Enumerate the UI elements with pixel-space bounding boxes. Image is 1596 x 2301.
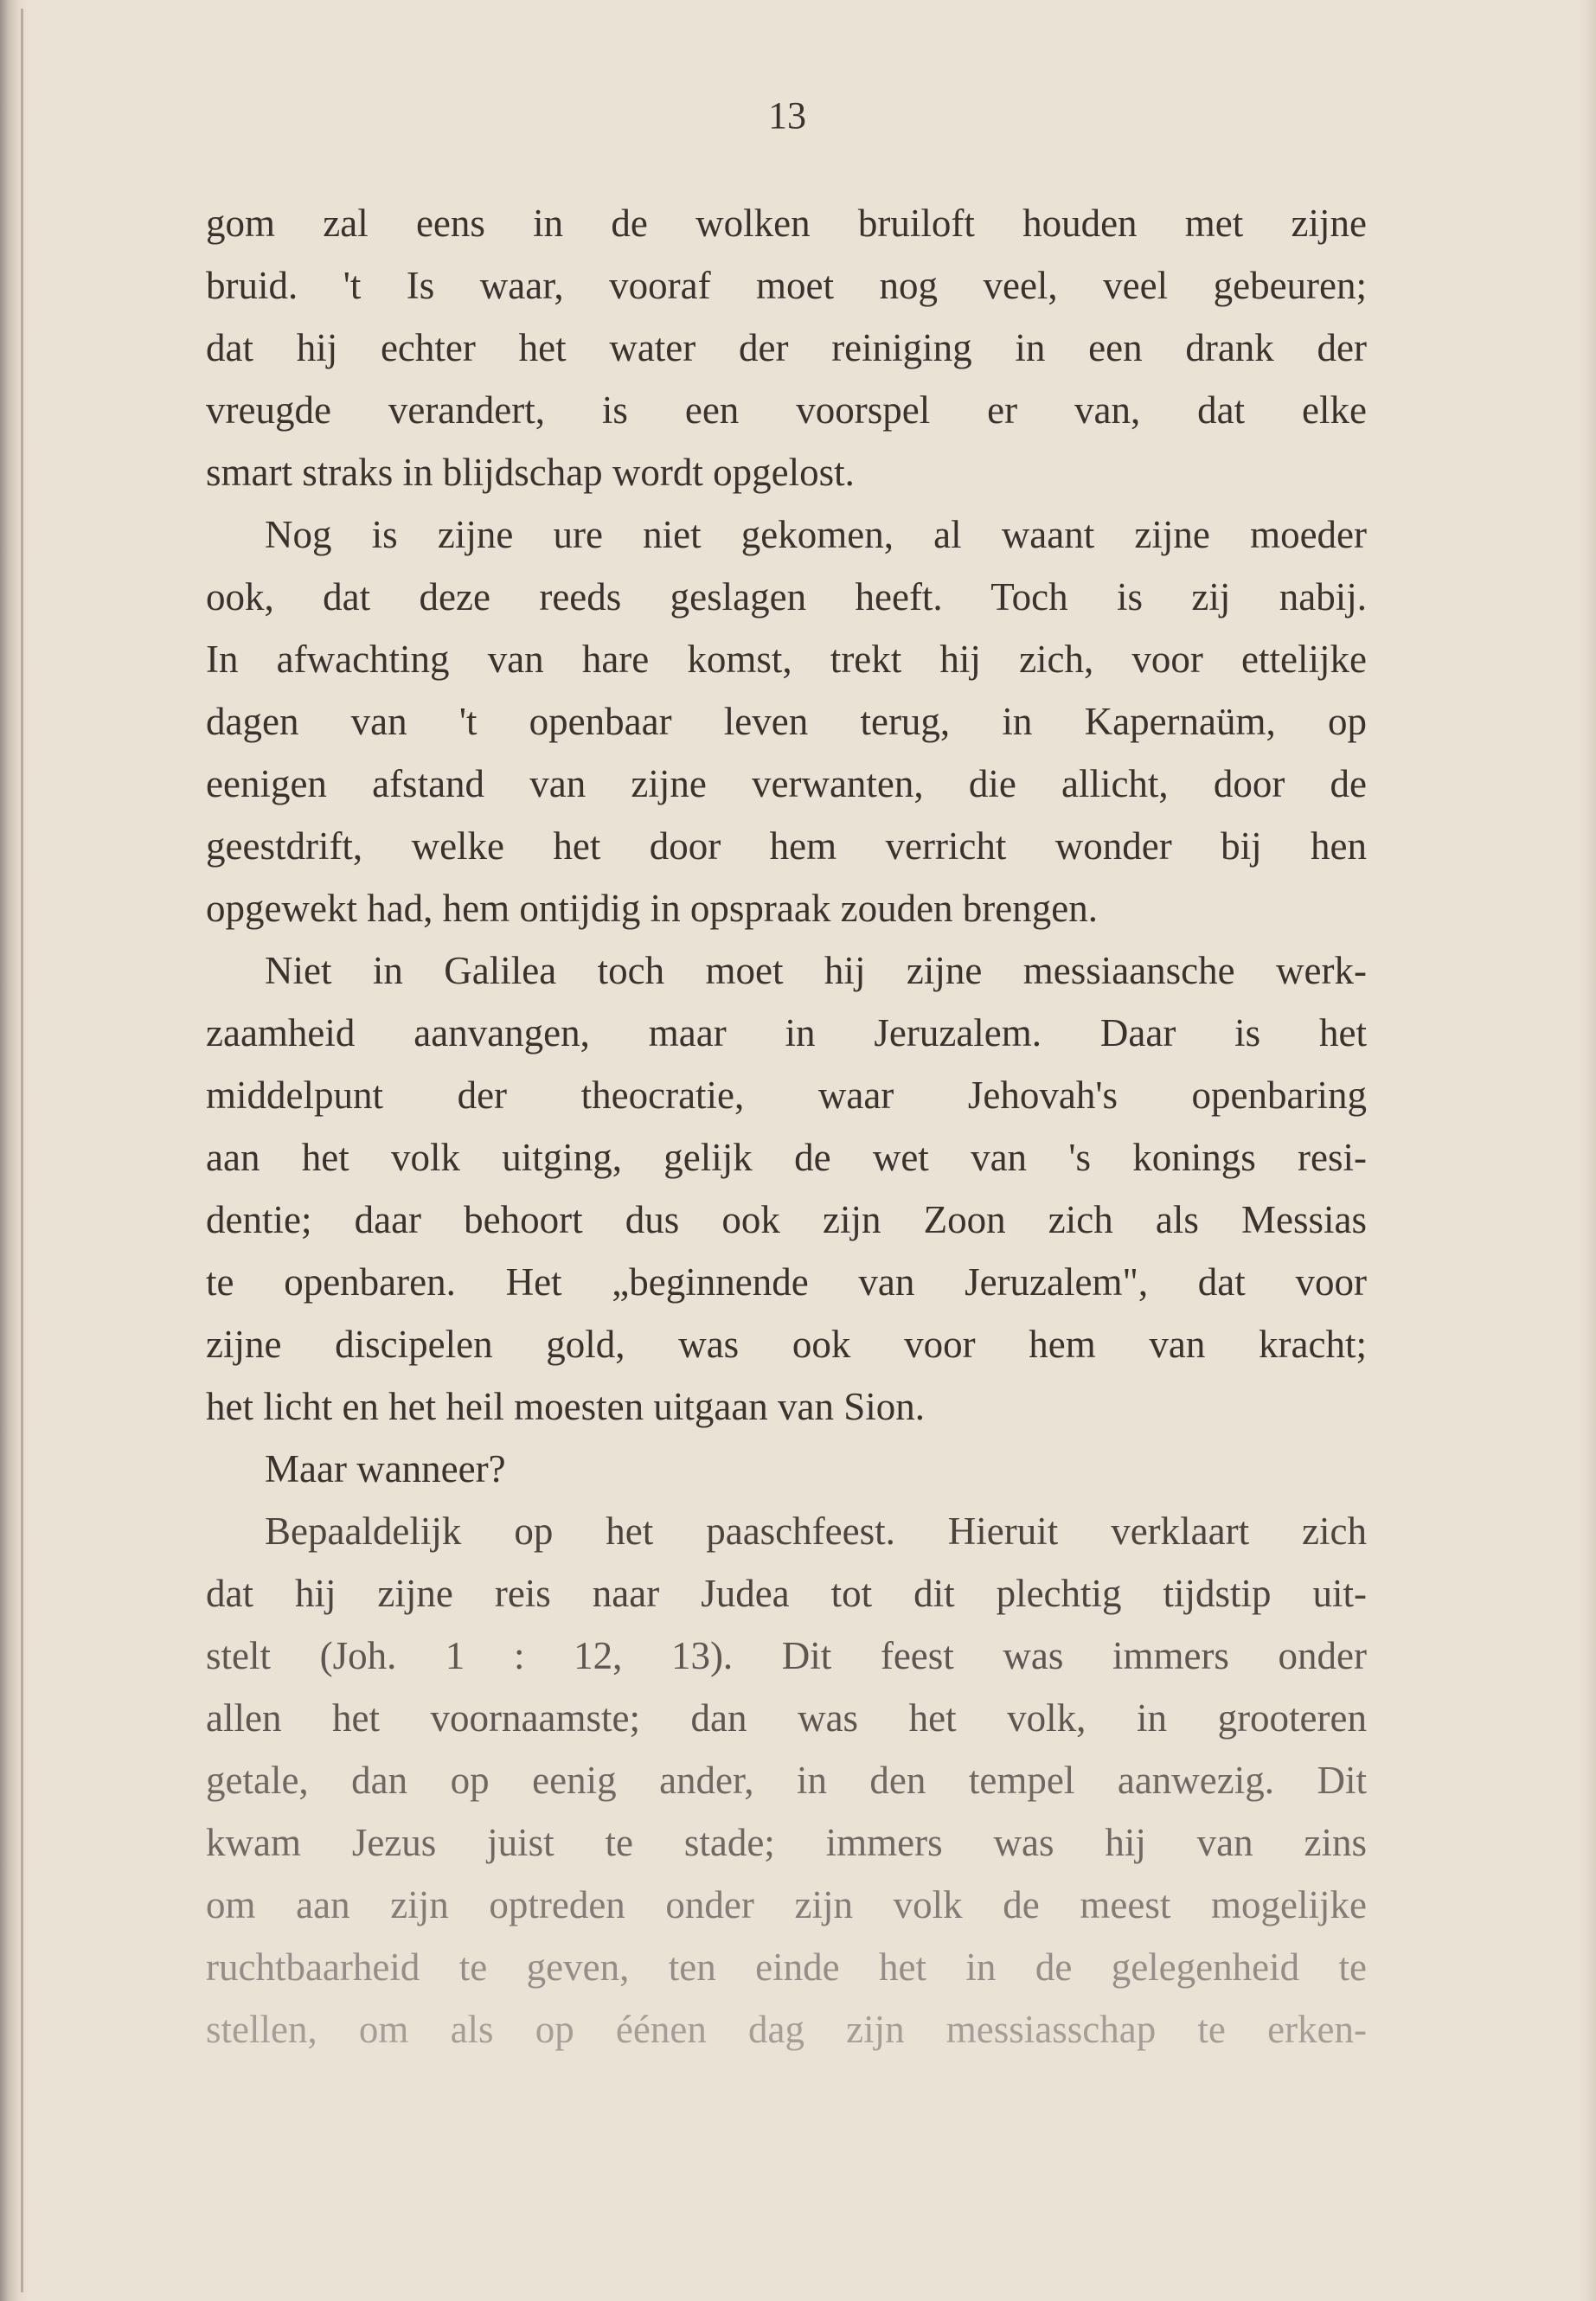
text-line: het licht en het heil moesten uitgaan van Sion.	[206, 1385, 926, 1428]
text-line: ook, dat deze reeds geslagen heeft. Toch is zij nabij.	[206, 575, 1367, 619]
text-line: vreugde verandert, is een voorspel er van, dat elke	[206, 388, 1367, 432]
text-line: dat hij echter het water der reiniging in een drank der	[206, 326, 1367, 369]
body-text	[206, 192, 1367, 2061]
text-line: zijne discipelen gold, was ook voor hem van kracht;	[206, 1323, 1367, 1366]
text-line: geestdrift, welke het door hem verricht wonder bij hen	[206, 824, 1367, 868]
text-line: Niet in Galilea toch moet hij zijne messiaansche werk-	[265, 949, 1367, 992]
text-line: opgewekt had, hem ontijdig in opspraak zouden brengen.	[206, 887, 1098, 930]
text-line: eenigen afstand van zijne verwanten, die allicht, door de	[206, 762, 1367, 805]
text-line: ruchtbaarheid te geven, ten einde het in de gelegenheid te	[206, 1945, 1367, 1989]
text-line: middelpunt der theocratie, waar Jehovah's openbaring	[206, 1074, 1367, 1117]
text-line: smart straks in blijdschap wordt opgelost.	[206, 451, 855, 494]
text-line: kwam Jezus juist te stade; immers was hij van zins	[206, 1821, 1367, 1864]
page-edge-line	[21, 9, 23, 2292]
text-line: Nog is zijne ure niet gekomen, al waant zijne moeder	[265, 513, 1367, 556]
text-line: stellen, om als op éénen dag zijn messiasschap te erken-	[206, 2008, 1367, 2051]
page-binding-shadow	[0, 0, 29, 2301]
text-line: zaamheid aanvangen, maar in Jeruzalem. Daar is het	[206, 1011, 1367, 1054]
text-line: bruid. 't Is waar, vooraf moet nog veel, veel gebeuren;	[206, 264, 1367, 307]
text-line: gom zal eens in de wolken bruiloft houden met zijne	[206, 202, 1367, 245]
text-line: In afwachting van hare komst, trekt hij zich, voor ettelijke	[206, 638, 1367, 681]
page-right-edge	[1577, 0, 1596, 2301]
text-line: stelt (Joh. 1 : 12, 13). Dit feest was immers onder	[206, 1634, 1367, 1677]
text-line: getale, dan op eenig ander, in den tempel aanwezig. Dit	[206, 1759, 1367, 1802]
text-line: dagen van 't openbaar leven terug, in Kapernaüm, op	[206, 700, 1367, 743]
text-line: Maar wanneer?	[265, 1447, 506, 1490]
text-line: te openbaren. Het „beginnende van Jeruzalem", dat voor	[206, 1260, 1367, 1304]
text-line: aan het volk uitging, gelijk de wet van 's konings resi-	[206, 1136, 1367, 1179]
text-line: Bepaaldelijk op het paaschfeest. Hieruit verklaart zich	[265, 1509, 1367, 1553]
text-line: om aan zijn optreden onder zijn volk de meest mogelijke	[206, 1883, 1367, 1926]
text-line: dat hij zijne reis naar Judea tot dit plechtig tijdstip uit-	[206, 1572, 1367, 1615]
text-line: dentie; daar behoort dus ook zijn Zoon zich als Messias	[206, 1198, 1367, 1241]
text-line: allen het voornaamste; dan was het volk, in grooteren	[206, 1696, 1367, 1740]
page-number: 13	[768, 94, 806, 137]
